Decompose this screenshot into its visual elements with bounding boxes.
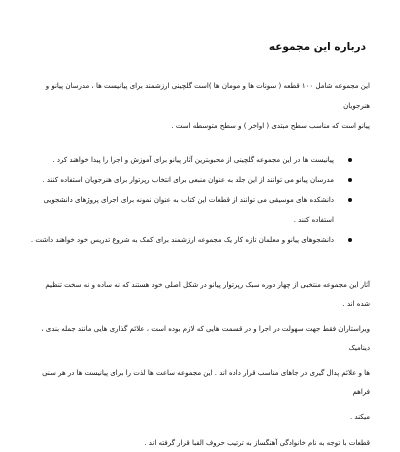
bullet-item-music-schools: [30, 190, 352, 230]
bullet-item-pianists: [30, 150, 352, 170]
closing-line: میکند .: [30, 408, 370, 427]
closing-line: قطعات با توجه به نام خانوادگی آهنگساز به ترتیب حروف الفبا قرار گرفته اند .: [30, 434, 370, 452]
bullet-item-teachers: [30, 170, 352, 190]
bullet-dot-icon: [348, 158, 352, 162]
closing-paragraph: [30, 276, 370, 452]
intro-line: پیانو است که مناسب سطح مبتدی ( اواخر ) و سطح متوسطه است .: [30, 116, 370, 136]
intro-line: این مجموعه شامل ۱۰۰ قطعه ( سونات ها و مومان ها )است گلچینی ارزشمند برای پیانیست ها ، مدرسان پیانو و هنرجویان: [30, 76, 370, 116]
bullet-dot-icon: [348, 198, 352, 202]
closing-line: ها و علائم پدال گیری در جاهای مناسب قرار داده اند . این مجموعه ساعت ها لذت را برای پیانیست ها در هر سنی فراهم: [30, 364, 370, 401]
section-title: درباره این مجموعه: [30, 40, 366, 54]
intro-paragraph: [30, 76, 370, 136]
closing-line: ویراستاران فقط جهت سهولت در اجرا و در قسمت هایی که لازم بوده است ، علائم گذاری هایی مانند جمله بندی ، دینامیک: [30, 320, 370, 357]
bullet-dot-icon: [348, 178, 352, 182]
bullet-text: دانشکده های موسیقی می توانند از قطعات این کتاب به عنوان نمونه برای اجرای پروژهای دانشجویی استفاده کنند .: [44, 196, 334, 224]
audience-bullet-list: [30, 150, 370, 250]
bullet-dot-icon: [348, 238, 352, 242]
closing-line: آثار این مجموعه منتخبی از چهار دوره سبک رپرتوار پیانو در شکل اصلی خود هستند که نه ساده و نه سخت تنظیم شده اند .: [30, 276, 370, 313]
bullet-text: مدرسان پیانو می توانند از این جلد به عنوان منبعی برای انتخاب رپرتوار برای هنرجویان استفاده کنند .: [42, 176, 334, 184]
bullet-item-students: [30, 230, 352, 250]
bullet-text: پیانیست ها در این مجموعه گلچینی از محبوبترین آثار پیانو برای آموزش و اجرا را پیدا خواهند کرد .: [52, 156, 334, 164]
bullet-text: دانشجوهای پیانو و معلمان تازه کار یک مجموعه ارزشمند برای کمک به شروع تدریس خود خواهند داشت .: [31, 236, 334, 244]
